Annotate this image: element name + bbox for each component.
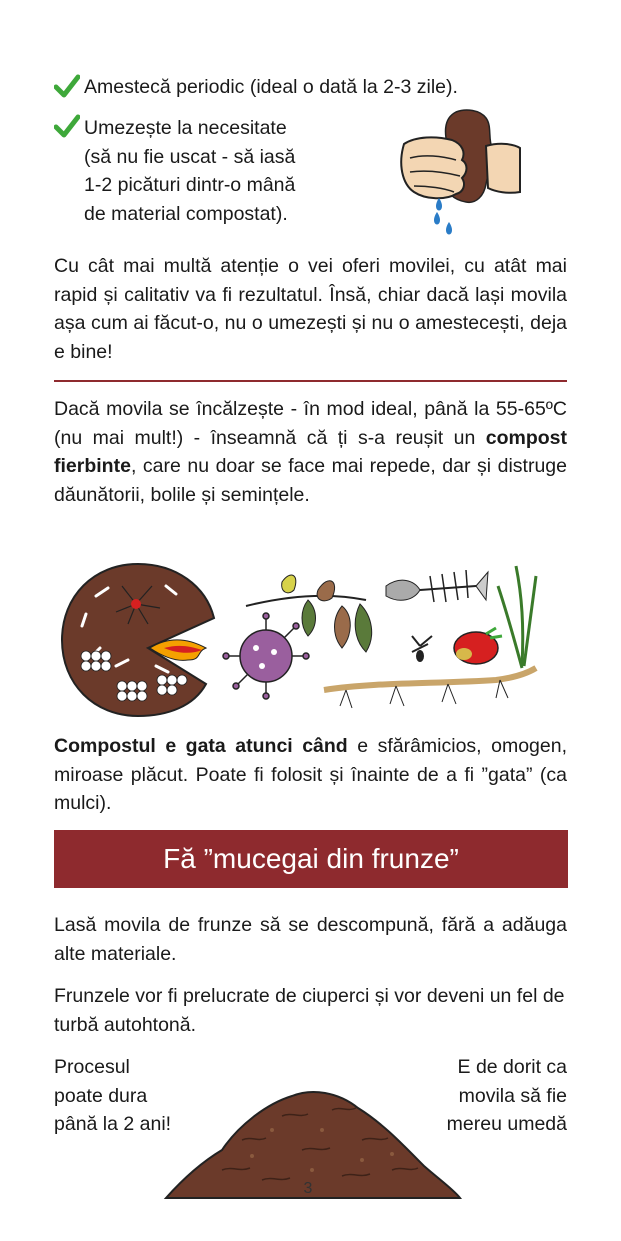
paragraph-compost-ready: Compostul e gata atunci când e sfărâmicios, omogen, miroase plăcut. Poate fi folosit și înainte de a fi ”gata” (ca mulci). bbox=[54, 735, 567, 814]
tip-mix: Amestecă periodic (ideal o dată la 2-3 zile). bbox=[84, 76, 458, 98]
checkmark-icon bbox=[54, 114, 80, 138]
tip-moisten: Umezește la necesitate (să nu fie uscat - să iasă 1-2 picături dintr-o mână de material compostat). bbox=[84, 117, 296, 225]
paragraph-attention: Cu cât mai multă atenție o vei oferi movilei, cu atât mai rapid și calitativ va fi rezultatul. Însă, chiar dacă lași movila așa cum ai făcut-o, nu o umezești și nu o amestecești, deja e bine! bbox=[54, 255, 567, 363]
hand-squeezing-compost-illustration bbox=[396, 108, 522, 244]
paragraph-fungi: Frunzele vor fi prelucrate de ciuperci și vor deveni un fel de turbă autohtonă. bbox=[54, 985, 565, 1036]
section-banner: Fă ”mucegai din frunze” bbox=[54, 830, 568, 888]
page-number: 3 bbox=[303, 1180, 313, 1197]
checkmark-icon bbox=[54, 74, 80, 98]
note-moisture: E de dorit ca movila să fie mereu umedă bbox=[446, 1056, 567, 1135]
note-duration: Procesul poate dura până la 2 ani! bbox=[54, 1056, 172, 1135]
section-divider bbox=[54, 380, 567, 382]
paragraph-leaf-pile: Lasă movila de frunze să se descompună, fără a adăuga alte materiale. bbox=[54, 914, 567, 965]
paragraph-hot-compost: Dacă movila se încălzește - în mod ideal, până la 55-65ºC (nu mai mult!) - înseamnă că ți s-a reușit un compost fierbinte, care nu doar se face mai repede, dar și distruge dăunătorii, bolile și semințele. bbox=[54, 398, 567, 506]
compost-destroys-pests-illustration bbox=[56, 556, 558, 718]
